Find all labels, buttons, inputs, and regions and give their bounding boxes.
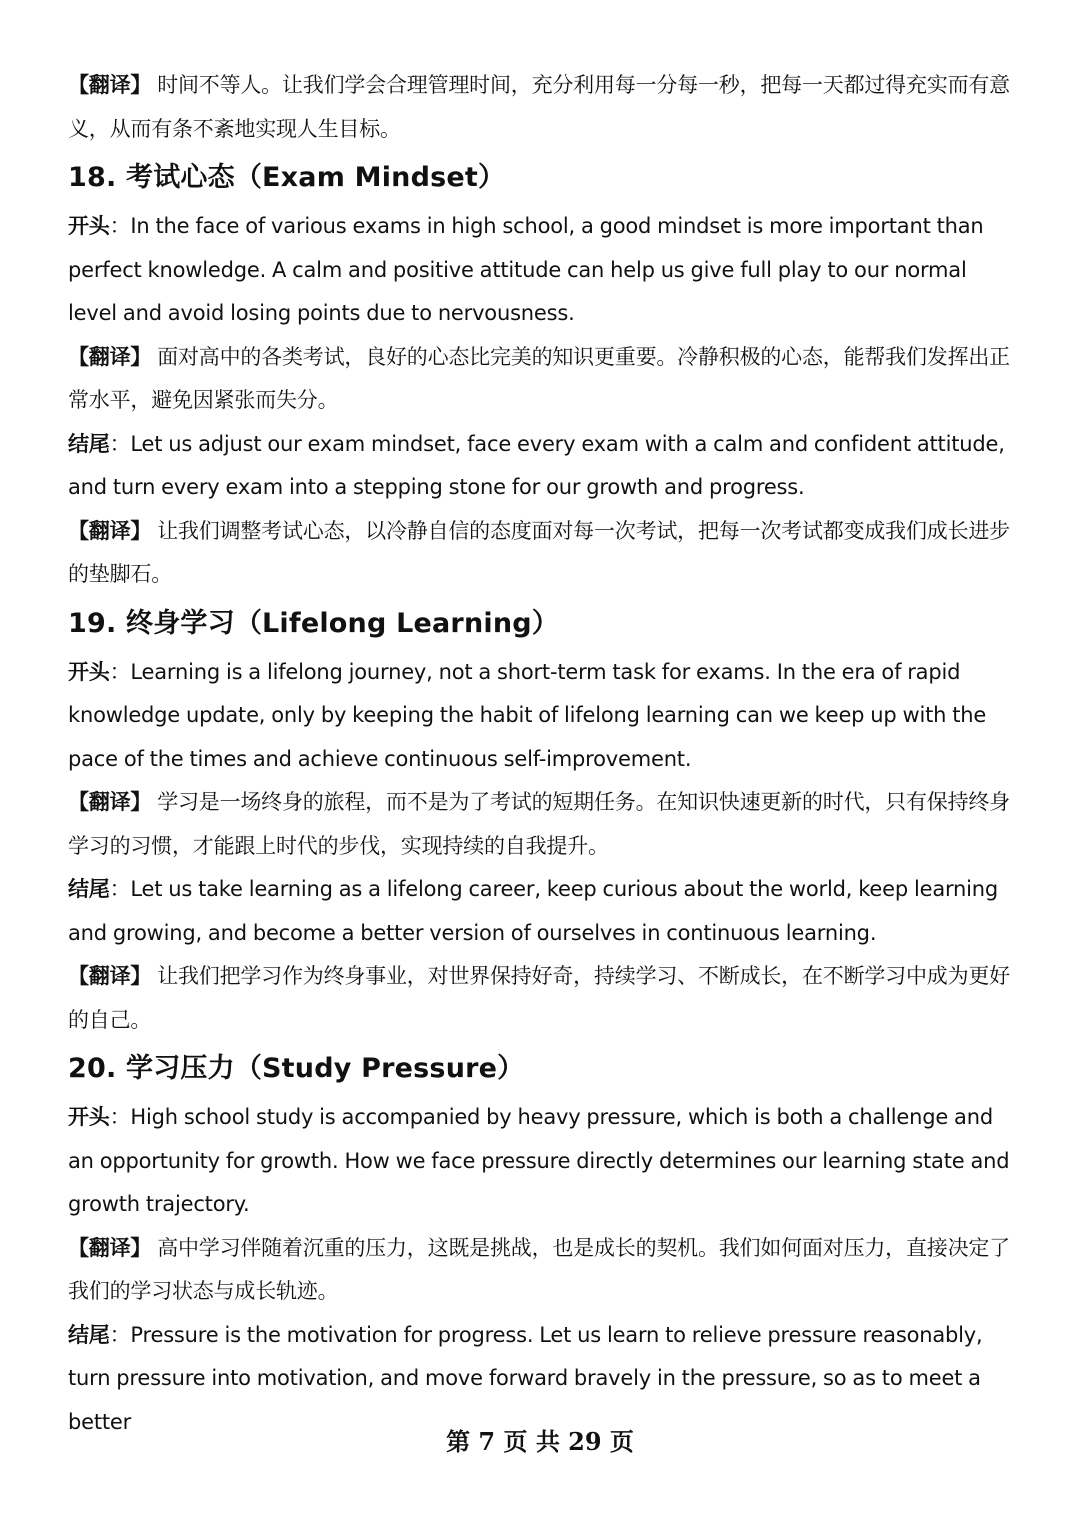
translation-paragraph (68, 781, 1018, 868)
section-heading: 20. 学习压力（Study Pressure） (68, 1053, 525, 1084)
translation-text: 让我们调整考试心态，以冷静自信的态度面对每一次考试，把每一次考试都变成我们成长进步的垫脚石。 (68, 518, 1010, 586)
opening-tag: 开头 (68, 659, 110, 684)
document-body (68, 64, 1018, 1444)
translation-paragraph (68, 336, 1018, 423)
ending-tag: 结尾 (68, 431, 110, 456)
translation-tag: 【翻译】 (68, 344, 152, 369)
opening-tag: 开头 (68, 214, 110, 238)
translation-tag: 【翻译】 (68, 73, 152, 97)
section-heading: 18. 考试心态（Exam Mindset） (68, 162, 506, 193)
translation-text: 面对高中的各类考试，良好的心态比完美的知识更重要。冷静积极的心态，能帮我们发挥出正常水平，避免因紧张而失分。 (68, 344, 1010, 412)
translation-text: 学习是一场终身的旅程，而不是为了考试的短期任务。在知识快速更新的时代，只有保持终身学习的习惯，才能跟上时代的步伐，实现持续的自我提升。 (68, 790, 1010, 858)
translation-tag: 【翻译】 (68, 964, 152, 988)
translation-tag: 【翻译】 (68, 1235, 152, 1260)
ending-paragraph (68, 868, 1018, 955)
opening-text: ：High school study is accompanied by heavy pressure, which is both a challenge and an opportunity for growth. How we face pressure directly determines our learning state and growth trajectory. (68, 1105, 1010, 1216)
ending-text: ：Let us adjust our exam mindset, face every exam with a calm and confident attitude, and turn every exam into a stepping stone for our growth and progress. (68, 431, 1005, 499)
opening-paragraph (68, 651, 1018, 782)
translation-text: 让我们把学习作为终身事业，对世界保持好奇，持续学习、不断成长，在不断学习中成为更好的自己。 (68, 964, 1010, 1032)
page-number-footer: 第 7 页 共 29 页 (446, 1427, 634, 1456)
opening-text: ：Learning is a lifelong journey, not a short-term task for exams. In the era of rapid knowledge update, only by keeping the habit of lifelong learning can we keep up with the pace of the times and achieve continuous self-improvement. (68, 659, 987, 771)
translation-paragraph (68, 510, 1018, 597)
translation-tag: 【翻译】 (68, 790, 152, 814)
ending-text: ：Let us take learning as a lifelong career, keep curious about the world, keep learning and growing, and become a better version of ourselves in continuous learning. (68, 877, 999, 945)
translation-text: 时间不等人。让我们学会合理管理时间，充分利用每一分每一秒，把每一天都过得充实而有意义，从而有条不紊地实现人生目标。 (68, 73, 1010, 141)
translation-paragraph (68, 955, 1018, 1042)
opening-text: ：In the face of various exams in high school, a good mindset is more important than perfect knowledge. A calm and positive attitude can help us give full play to our normal level and avoid losing points due to nervousness. (68, 214, 984, 325)
ending-tag: 结尾 (68, 1322, 110, 1347)
ending-text: ：Pressure is the motivation for progress. Let us learn to relieve pressure reasonably, turn pressure into motivation, and move forward bravely in the pressure, so as to meet a better (68, 1322, 983, 1434)
opening-paragraph (68, 1096, 1018, 1227)
translation-tag: 【翻译】 (68, 518, 152, 543)
opening-paragraph (68, 205, 1018, 336)
section-heading: 19. 终身学习（Lifelong Learning） (68, 607, 559, 639)
translation-paragraph (68, 64, 1018, 151)
ending-paragraph (68, 423, 1018, 510)
ending-tag: 结尾 (68, 877, 110, 901)
translation-paragraph (68, 1227, 1018, 1314)
opening-tag: 开头 (68, 1105, 110, 1129)
translation-text: 高中学习伴随着沉重的压力，这既是挑战，也是成长的契机。我们如何面对压力，直接决定了我们的学习状态与成长轨迹。 (68, 1235, 1010, 1303)
